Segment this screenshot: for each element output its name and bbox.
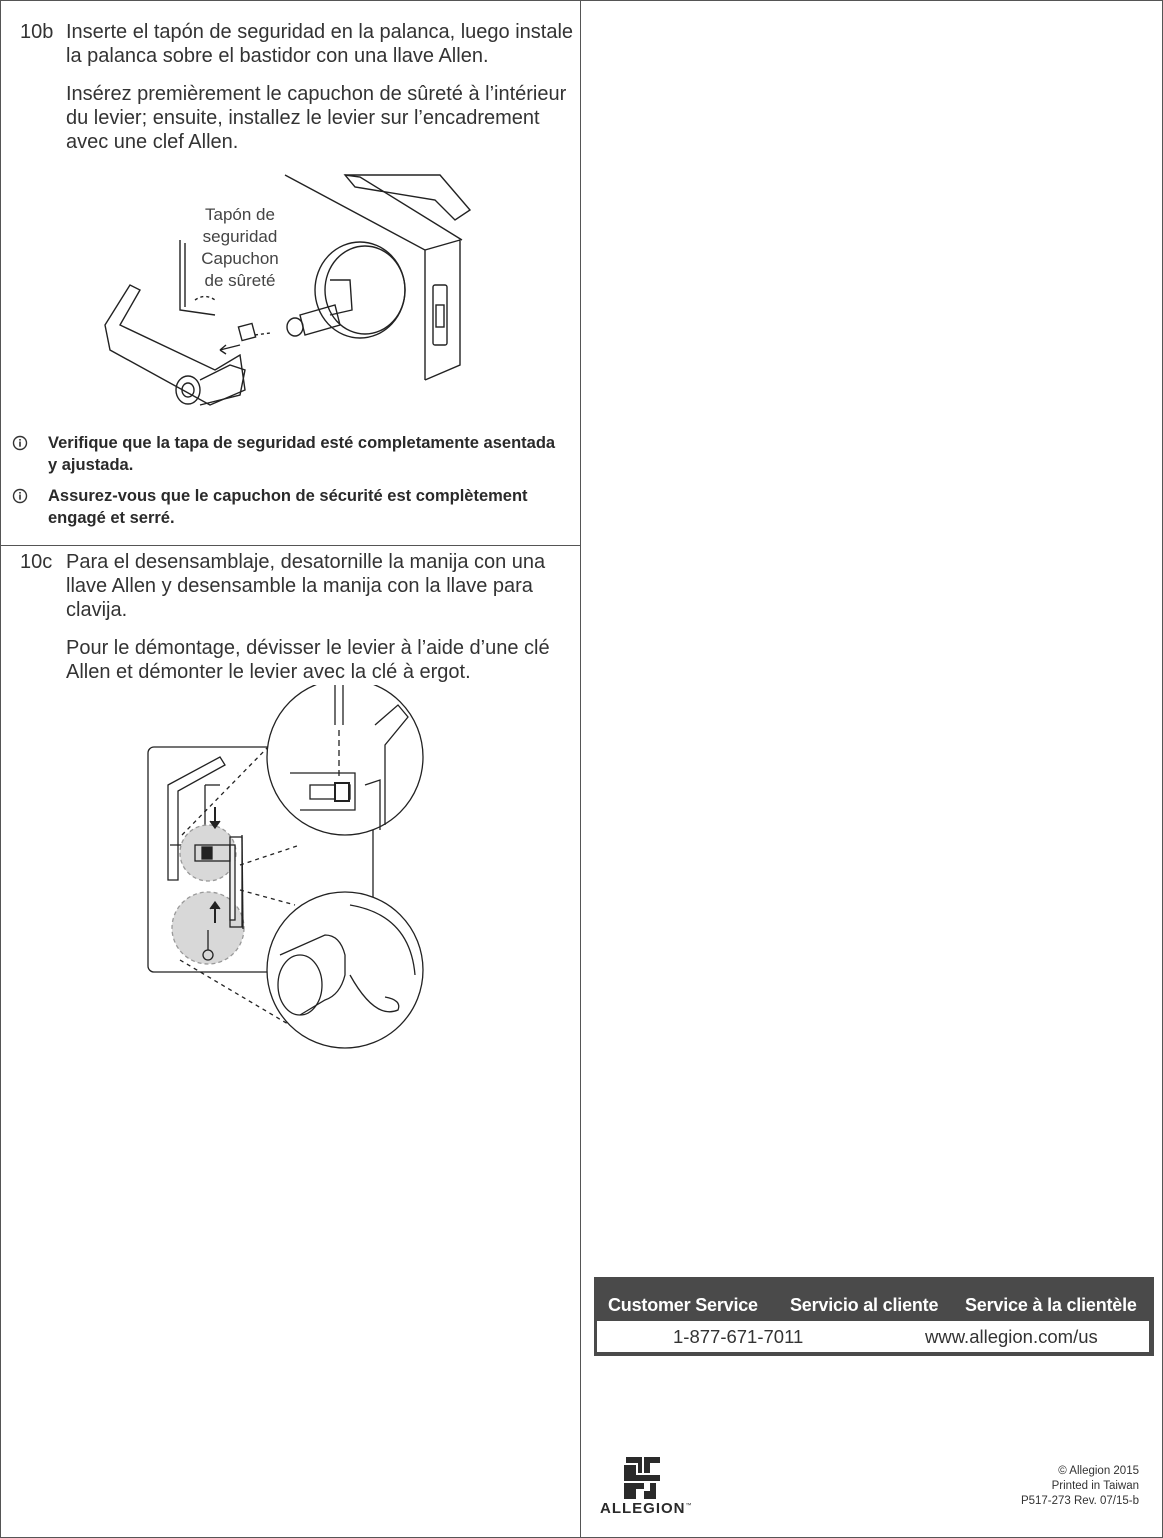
- website-link[interactable]: www.allegion.com/us: [925, 1326, 1098, 1347]
- column-divider: [580, 0, 581, 1538]
- instruction-es: Para el desensamblaje, desatornille la manija con una llave Allen y desensamble la manija con la llave para clavija.: [66, 551, 546, 621]
- printed-location: Printed in Taiwan: [1051, 1480, 1139, 1492]
- copyright: © Allegion 2015: [1058, 1465, 1139, 1477]
- note-text: Assurez-vous que le capuchon de sécurité est complètement engagé et serré.: [48, 487, 528, 527]
- step-number: 10c: [20, 551, 53, 573]
- customer-service-table: [594, 1277, 1154, 1356]
- info-icon: [12, 435, 28, 451]
- safety-cap-callout: Tapón de seguridad Capuchon de sûreté: [201, 205, 279, 290]
- step-number: 10b: [20, 21, 54, 43]
- header-es: Servicio al cliente: [790, 1295, 939, 1315]
- info-icon: [12, 488, 28, 504]
- service-header: [594, 1277, 1154, 1321]
- part-number: P517-273 Rev. 07/15-b: [1020, 1495, 1139, 1507]
- service-contact-row: [597, 1321, 1149, 1352]
- brand-wordmark: ALLEGION™: [600, 1500, 693, 1517]
- header-fr: Service à la clientèle: [965, 1295, 1137, 1315]
- header-en: Customer Service: [608, 1295, 758, 1315]
- instruction-es: Inserte el tapón de seguridad en la palanca, luego instale la palanca sobre el bastidor con una llave Allen.: [66, 21, 574, 67]
- instruction-fr: Insérez premièrement le capuchon de sûreté à l’intérieur du levier; ensuite, installez le levier sur l’encadrement avec une clef Allen.: [66, 83, 567, 153]
- step-instructions: [66, 20, 576, 168]
- step-instructions: [66, 550, 576, 698]
- step-divider: [0, 545, 581, 546]
- instruction-fr: Pour le démontage, dévisser le levier à l’aide d’une clé Allen et démonter le levier avec la clé à ergot.: [66, 637, 550, 683]
- note-text: Verifique que la tapa de seguridad esté completamente asentada y ajustada.: [48, 434, 556, 474]
- footer-info: [1021, 1464, 1139, 1509]
- lever-disassembly-diagram: [140, 685, 435, 1055]
- phone-number: 1-877-671-7011: [673, 1326, 804, 1347]
